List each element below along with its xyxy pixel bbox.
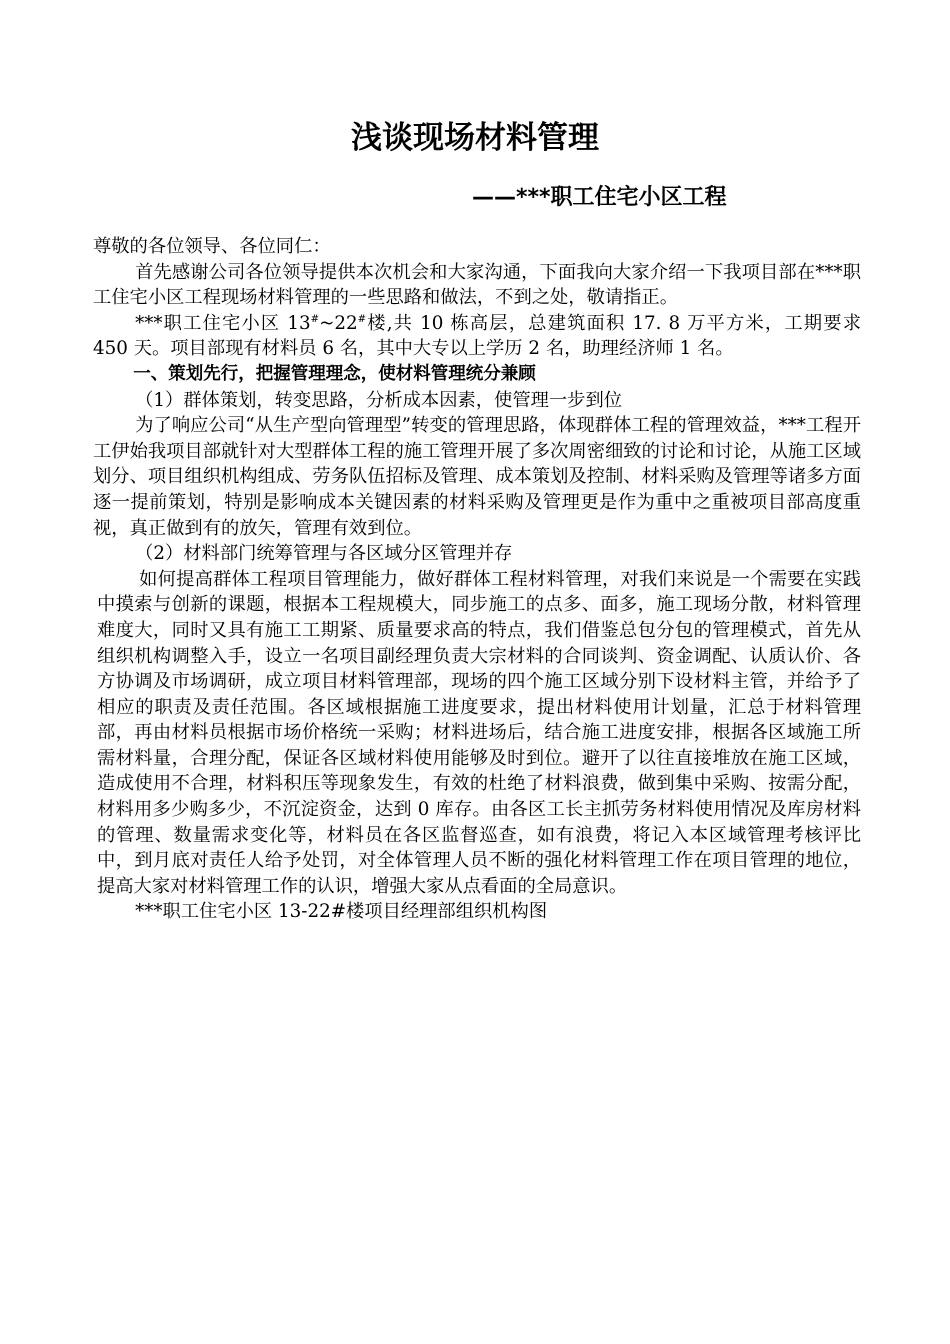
intro-paragraph: 首先感谢公司各位领导提供本次机会和大家沟通，下面我向大家介绍一下我项目部在***职工住宅小区工程现场材料管理的一些思路和做法，不到之处，敬请指正。 — [93, 261, 861, 309]
project-info-prefix: ***职工住宅小区 13 — [135, 312, 311, 334]
project-info-sup-2: # — [357, 313, 367, 325]
project-info-paragraph — [93, 311, 861, 362]
subsection-2-paragraph: 如何提高群体工程项目管理能力，做好群体工程材料管理，对我们来说是一个需要在实践中摸索与创新的课题，根据本工程规模大，同步施工的点多、面多，施工现场分散，材料管理难度大，同时又具有施工工期紧、质量要求高的特点，我们借鉴总包分包的管理模式，首先从组织机构调整入手，设立一名项目副经理负责大宗材料的合同谈判、资金调配、认质认价、各方协调及市场调研，成立项目材料管理部，现场的四个施工区域分别下设材料主管，并给予了相应的职责及责任范围。各区域根据施工进度要求，提出材料使用计划量，汇总于材料管理部，再由材料员根据市场价格统一采购；材料进场后，结合施工进度安排，根据各区域施工所需材料量，合理分配，保证各区域材料使用能够及时到位。避开了以往直接堆放在施工区域，造成使用不合理，材料积压等现象发生，有效的杜绝了材料浪费，做到集中采购、按需分配，材料用多少购多少，不沉淀资金，达到 0 库存。由各区工长主抓劳务材料使用情况及库房材料的管理、数量需求变化等，材料员在各区监督巡查，如有浪费，将记入本区域管理考核评比中，到月底对责任人给予处罚，对全体管理人员不断的强化材料管理工作在项目管理的地位，提高大家对材料管理工作的认识，增强大家从点看面的全局意识。 — [97, 568, 861, 897]
greeting: 尊敬的各位领导、各位同仁： — [93, 236, 331, 257]
document-title: 浅谈现场材料管理 — [351, 120, 599, 156]
section-1-heading: 一、策划先行，把握管理理念，使材料管理统分兼顾 — [133, 363, 536, 384]
org-chart-caption: ***职工住宅小区 13-22#楼项目经理部组织机构图 — [135, 901, 548, 923]
subsection-1-heading: （1）群体策划，转变思路，分析成本因素，使管理一步到位 — [135, 389, 623, 411]
project-info-mid: ~22 — [319, 312, 358, 334]
subsection-1-paragraph: 为了响应公司“从生产型向管理型”转变的管理思路，体现群体工程的管理效益，***工程开工伊始我项目部就针对大型群体工程的施工管理开展了多次周密细致的讨论和讨论，从施工区域划分、项目组织机构组成、劳务队伍招标及管理、成本策划及控制、材料采购及管理等诸多方面逐一提前策划，特别是影响成本关键因素的材料采购及管理更是作为重中之重被项目部高度重视，真正做到有的放矢，管理有效到位。 — [93, 415, 861, 539]
document-body — [93, 234, 861, 925]
subsection-2-heading: （2）材料部门统筹管理与各区域分区管理并存 — [135, 543, 513, 565]
document-subtitle: ——***职工住宅小区工程 — [472, 185, 727, 210]
project-info-suffix: 楼,共 10 栋高层，总建筑面积 17. 8 万平方米，工期要求 450 天。项目部现有材料员 6 名，其中大专以上学历 2 名，助理经济师 1 名。 — [93, 312, 861, 360]
project-info-sup-1: # — [310, 313, 320, 325]
